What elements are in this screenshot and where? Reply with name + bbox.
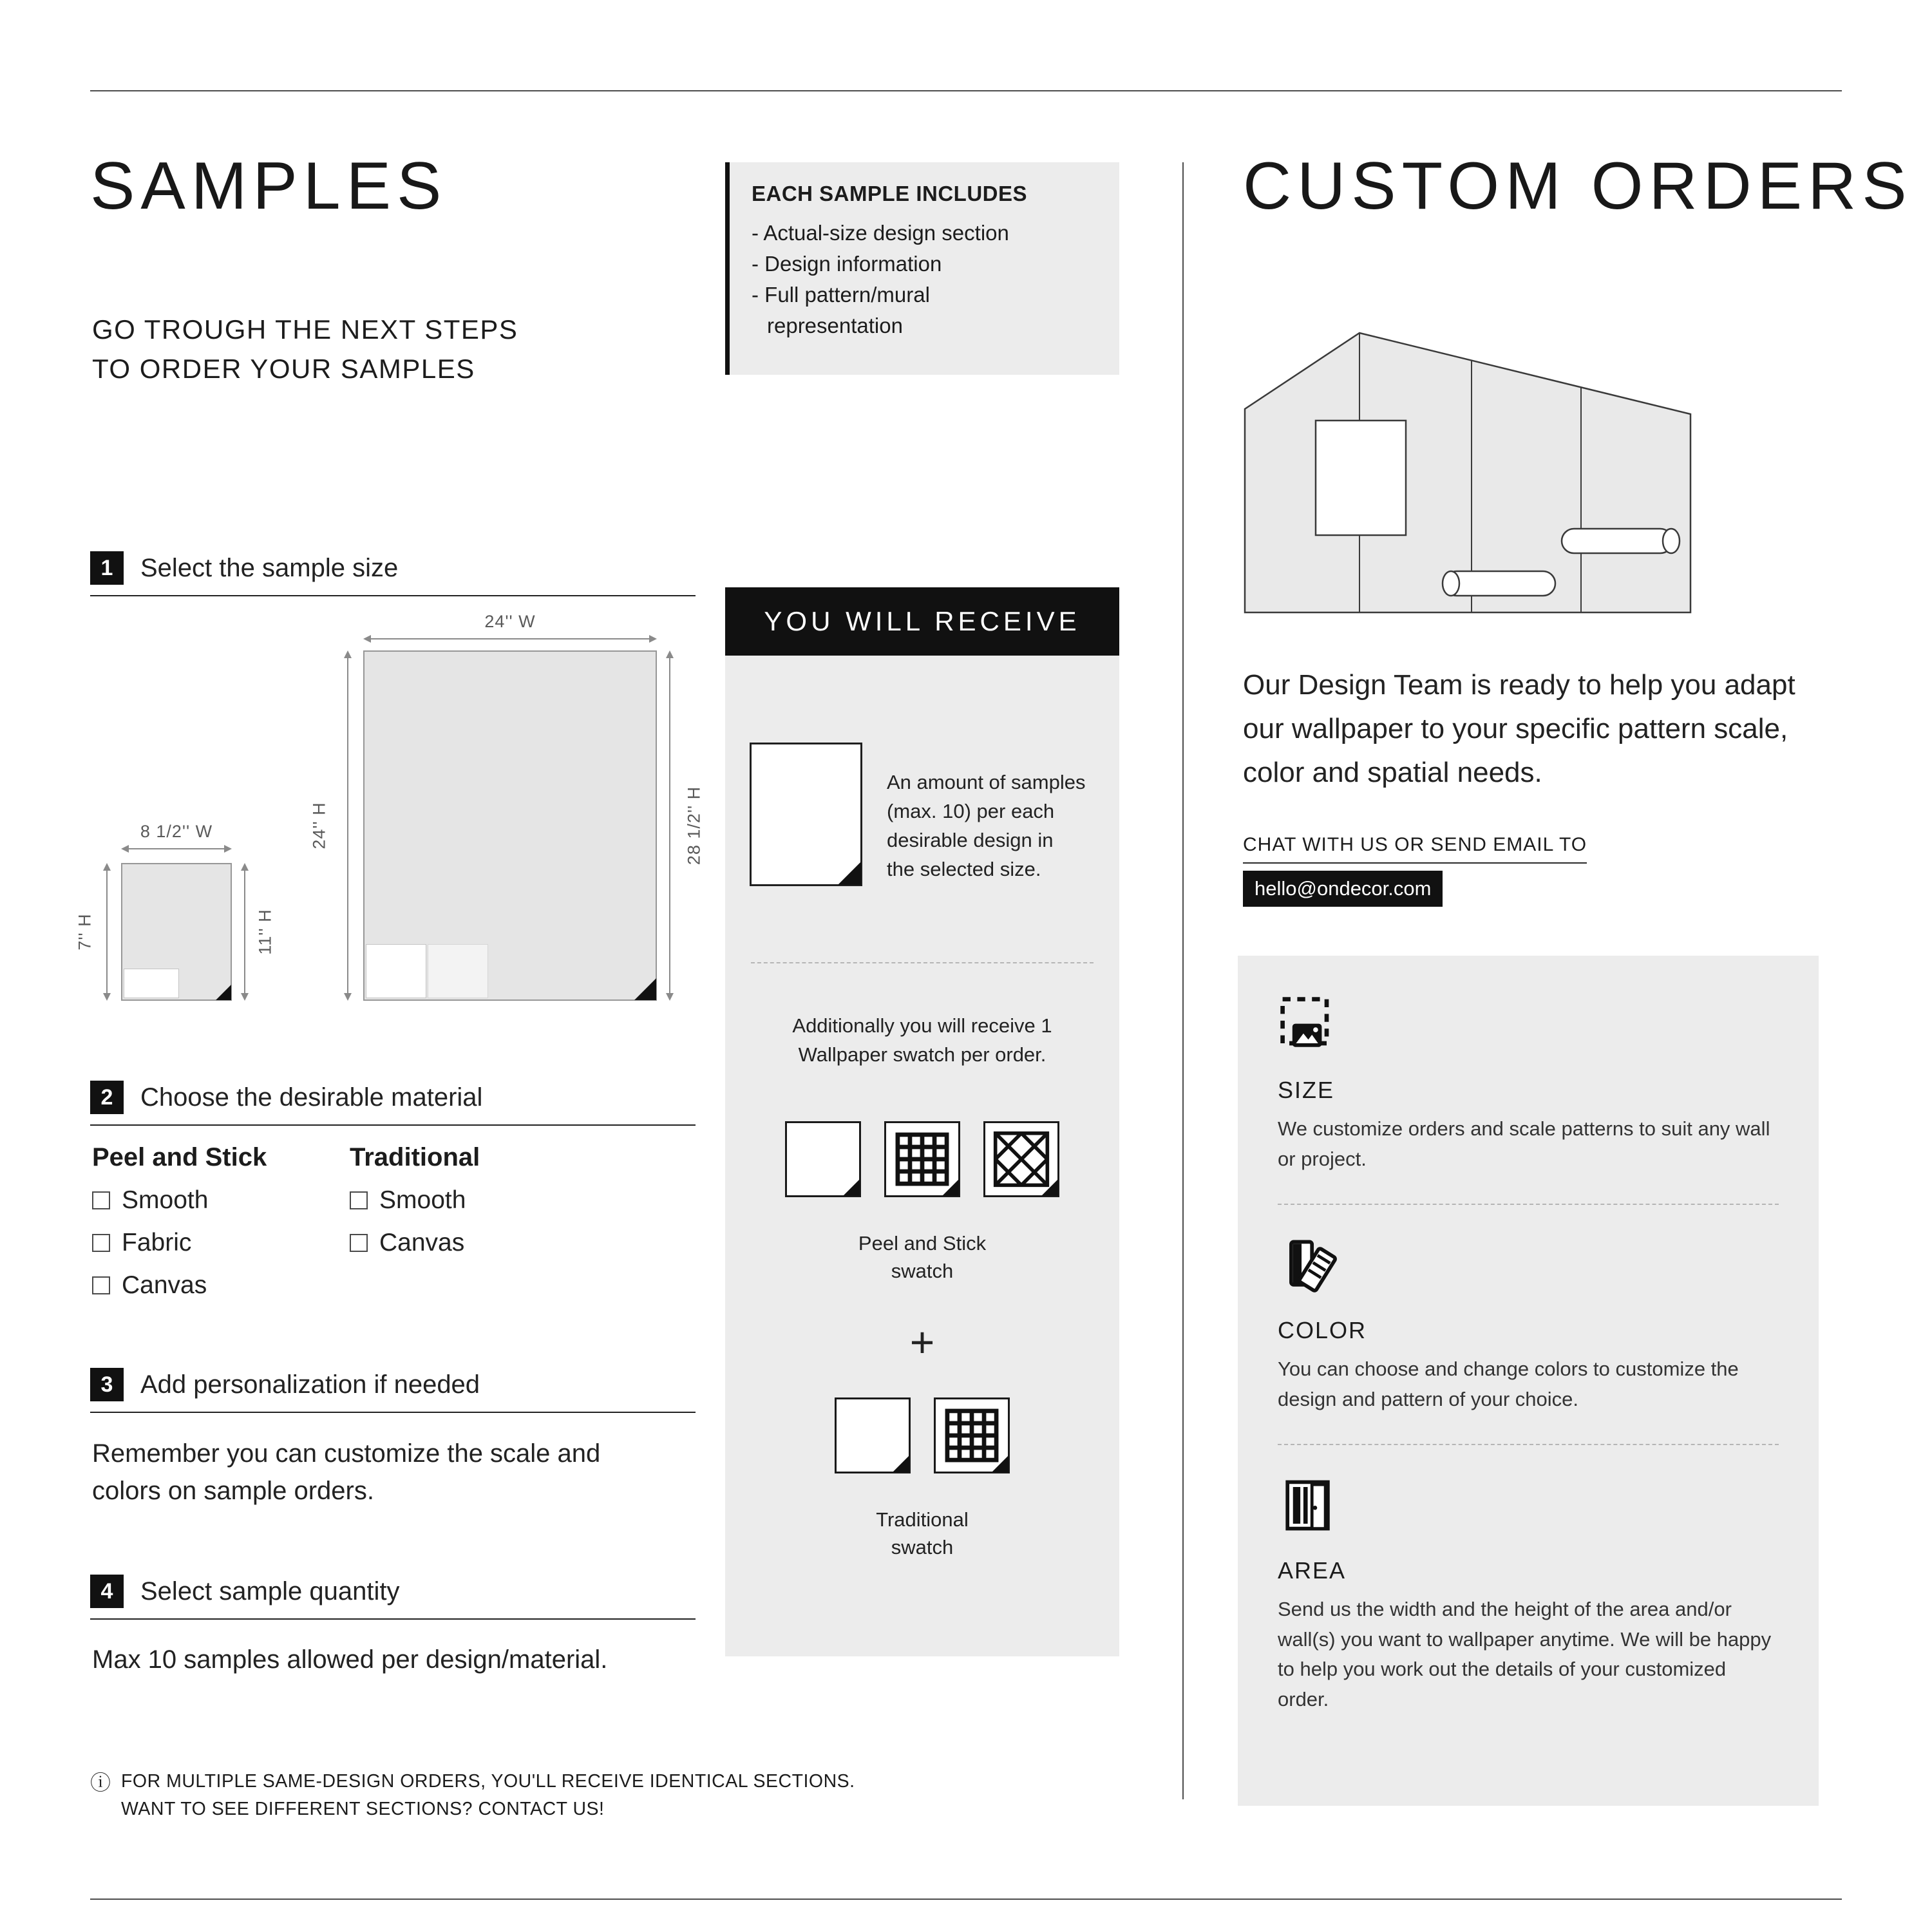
step-4-number: 4 xyxy=(90,1575,124,1608)
email-link[interactable]: hello@ondecor.com xyxy=(1243,871,1443,907)
footer-note xyxy=(90,1768,914,1823)
large-sample-swatch-strip xyxy=(366,944,426,998)
custom-orders-title: CUSTOM ORDERS xyxy=(1243,149,1913,223)
receive-samples-text: An amount of samples (max. 10) per each desirable design in the selected size. xyxy=(887,771,1086,880)
you-will-receive-panel xyxy=(725,656,1119,1656)
wallpaper-roll-icon xyxy=(1562,529,1680,553)
custom-intro-text: Our Design Team is ready to help you adapt our wallpaper to your specific pattern scale, color and spatial needs. xyxy=(1243,669,1795,789)
feature-area-text: Send us the width and the height of the area and/or wall(s) you want to wallpaper anytime. We will be happy to help you work out the details of your customized order. xyxy=(1278,1598,1772,1710)
feature-area-title: AREA xyxy=(1278,1557,1347,1584)
samples-intro-line1: GO TROUGH THE NEXT STEPS xyxy=(92,314,518,345)
chat-with-us-label: CHAT WITH US OR SEND EMAIL TO xyxy=(1243,834,1587,864)
small-left-dimension-line xyxy=(102,863,112,1001)
fold-corner-icon xyxy=(216,985,231,1000)
step-4-title: Select sample quantity xyxy=(140,1577,400,1605)
includes-item: - Actual-size design section xyxy=(752,221,1009,245)
peel-option-smooth[interactable]: Smooth xyxy=(92,1186,267,1215)
large-width-dimension-line xyxy=(363,634,657,644)
large-width-label: 24'' W xyxy=(484,612,536,631)
fold-corner-icon xyxy=(838,862,861,885)
peel-option-fabric[interactable]: Fabric xyxy=(92,1229,267,1257)
grid-swatch-icon xyxy=(884,1121,960,1197)
dashed-separator xyxy=(1278,1204,1779,1205)
step-4 xyxy=(90,1575,696,1620)
samples-title: SAMPLES xyxy=(90,149,448,223)
large-sample-swatch-strip-2 xyxy=(428,944,488,998)
checkbox-icon xyxy=(350,1191,368,1209)
receive-additional-text: Additionally you will receive 1 Wallpaper swatch per order. xyxy=(792,1014,1052,1066)
includes-item: - Full pattern/mural representation xyxy=(752,282,930,337)
column-divider xyxy=(1182,162,1184,1799)
peel-and-stick-title: Peel and Stick xyxy=(92,1143,267,1171)
small-sample-rect xyxy=(121,863,232,1001)
large-left-dimension-line xyxy=(343,650,353,1001)
crosshatch-swatch-icon xyxy=(983,1121,1059,1197)
checkbox-icon xyxy=(92,1191,110,1209)
you-will-receive-header: YOU WILL RECEIVE xyxy=(725,587,1119,656)
traditional-swatch-label: Traditional swatch xyxy=(876,1508,969,1559)
plus-sign: + xyxy=(909,1318,935,1366)
top-rule xyxy=(90,90,1842,91)
small-right-height-label: 11'' H xyxy=(255,909,275,955)
includes-title: EACH SAMPLE INCLUDES xyxy=(752,182,1028,205)
wallpaper-roll-icon xyxy=(1443,571,1555,596)
step-1-number: 1 xyxy=(90,551,124,585)
traditional-option-smooth[interactable]: Smooth xyxy=(350,1186,480,1215)
fold-corner-icon xyxy=(634,978,656,1000)
peel-option-canvas[interactable]: Canvas xyxy=(92,1271,267,1300)
checkbox-icon xyxy=(92,1234,110,1252)
small-width-label: 8 1/2'' W xyxy=(140,822,213,841)
traditional-swatch-row xyxy=(725,1397,1119,1473)
small-sample-swatch-strip xyxy=(124,969,179,998)
feature-color-title: COLOR xyxy=(1278,1317,1367,1343)
feature-color-text: You can choose and change colors to customize the design and pattern of your choice. xyxy=(1278,1358,1739,1410)
each-sample-includes-box xyxy=(725,162,1119,375)
large-sample-rect xyxy=(363,650,657,1001)
plain-swatch-icon xyxy=(835,1397,911,1473)
samples-intro-line2: TO ORDER YOUR SAMPLES xyxy=(92,353,475,384)
step-3 xyxy=(90,1368,696,1413)
traditional-option-canvas[interactable]: Canvas xyxy=(350,1229,480,1257)
area-icon xyxy=(1278,1475,1339,1536)
step-2-title: Choose the desirable material xyxy=(140,1083,483,1112)
color-icon xyxy=(1278,1235,1339,1296)
step-3-number: 3 xyxy=(90,1368,124,1401)
small-left-height-label: 7'' H xyxy=(75,913,95,951)
step-3-title: Add personalization if needed xyxy=(140,1370,480,1399)
material-peel-column xyxy=(92,1143,267,1300)
peel-swatch-label: Peel and Stick swatch xyxy=(858,1231,987,1283)
feature-size-title: SIZE xyxy=(1278,1077,1335,1103)
plain-swatch-icon xyxy=(785,1121,861,1197)
info-icon: ⓘ xyxy=(90,1771,111,1794)
small-right-dimension-line xyxy=(240,863,250,1001)
small-width-dimension-line xyxy=(121,844,232,854)
grid-swatch-icon xyxy=(934,1397,1010,1473)
wallpapered-wall-illustration xyxy=(1240,325,1697,615)
step-1-title: Select the sample size xyxy=(140,553,399,582)
checkbox-icon xyxy=(92,1276,110,1294)
dashed-separator xyxy=(1278,1444,1779,1445)
large-right-height-label: 28 1/2'' H xyxy=(684,786,704,866)
sample-sheet-icon xyxy=(750,743,862,886)
bottom-rule xyxy=(90,1899,1842,1900)
large-left-height-label: 24'' H xyxy=(309,802,329,849)
step-1 xyxy=(90,551,696,596)
receive-sample-row xyxy=(725,743,1119,886)
large-right-dimension-line xyxy=(665,650,675,1001)
peel-swatch-row xyxy=(725,1121,1119,1197)
sample-size-diagram xyxy=(75,612,708,1037)
checkbox-icon xyxy=(350,1234,368,1252)
step-2-number: 2 xyxy=(90,1081,124,1114)
traditional-title: Traditional xyxy=(350,1143,480,1171)
size-icon xyxy=(1278,994,1339,1056)
step-4-text: Max 10 samples allowed per design/material. xyxy=(92,1645,608,1674)
custom-orders-panel xyxy=(1238,956,1819,1806)
includes-item: - Design information xyxy=(752,251,942,276)
feature-size-text: We customize orders and scale patterns to suit any wall or project. xyxy=(1278,1117,1770,1170)
material-traditional-column xyxy=(350,1143,480,1257)
samples-intro xyxy=(92,310,518,389)
footer-note-text: FOR MULTIPLE SAME-DESIGN ORDERS, YOU'LL RECEIVE IDENTICAL SECTIONS. WANT TO SEE DIFFERENT SECTIONS? CONTACT US! xyxy=(121,1771,855,1819)
dashed-separator xyxy=(751,962,1094,963)
step-3-text: Remember you can customize the scale and colors on sample orders. xyxy=(92,1439,601,1505)
step-2 xyxy=(90,1081,696,1126)
